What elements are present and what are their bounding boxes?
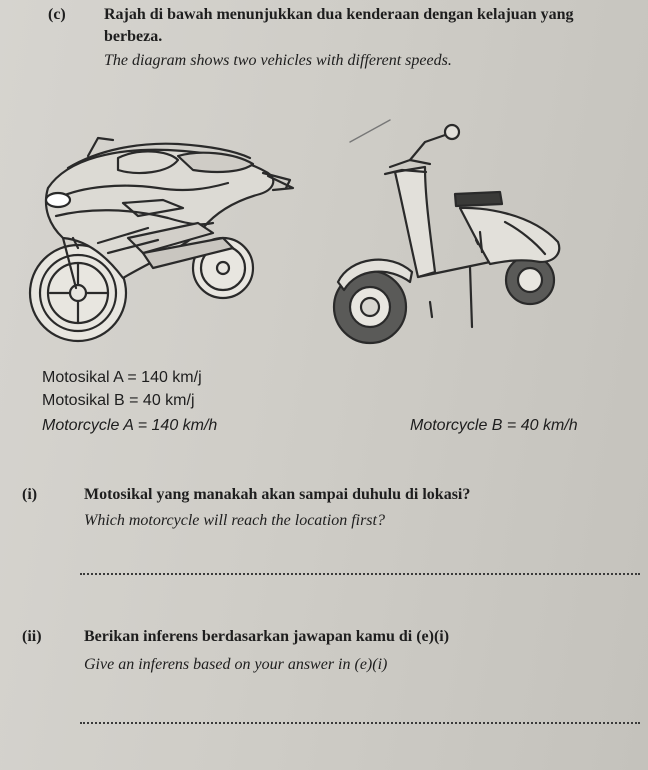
part-ii-malay: Berikan inferens berdasarkan jawapan kamu di (e)(i): [84, 628, 450, 645]
answer-line-ii: [80, 722, 640, 724]
part-ii-number: (ii): [22, 628, 42, 645]
speed-b-english: Motorcycle B = 40 km/h: [410, 417, 578, 434]
part-i-number: (i): [22, 486, 38, 503]
question-text-english: The diagram shows two vehicles with different speeds.: [104, 52, 452, 69]
speed-a-english: Motorcycle A = 140 km/h: [42, 417, 218, 434]
scooter-illustration: [330, 112, 570, 352]
part-i-english: Which motorcycle will reach the location first?: [84, 512, 385, 529]
question-text-malay-cont: berbeza.: [104, 28, 163, 45]
answer-line-i: [80, 573, 640, 575]
part-ii-english: Give an inferens based on your answer in (e)(i): [84, 656, 388, 673]
part-i-malay: Motosikal yang manakah akan sampai duhulu di lokasi?: [84, 486, 471, 503]
speed-b-malay: Motosikal B = 40 km/j: [42, 392, 195, 409]
sport-motorcycle-illustration: [28, 128, 308, 358]
question-number: (c): [48, 6, 66, 23]
question-text-malay: Rajah di bawah menunjukkan dua kenderaan dengan kelajuan yang: [104, 6, 574, 23]
speed-a-malay: Motosikal A = 140 km/j: [42, 369, 202, 386]
